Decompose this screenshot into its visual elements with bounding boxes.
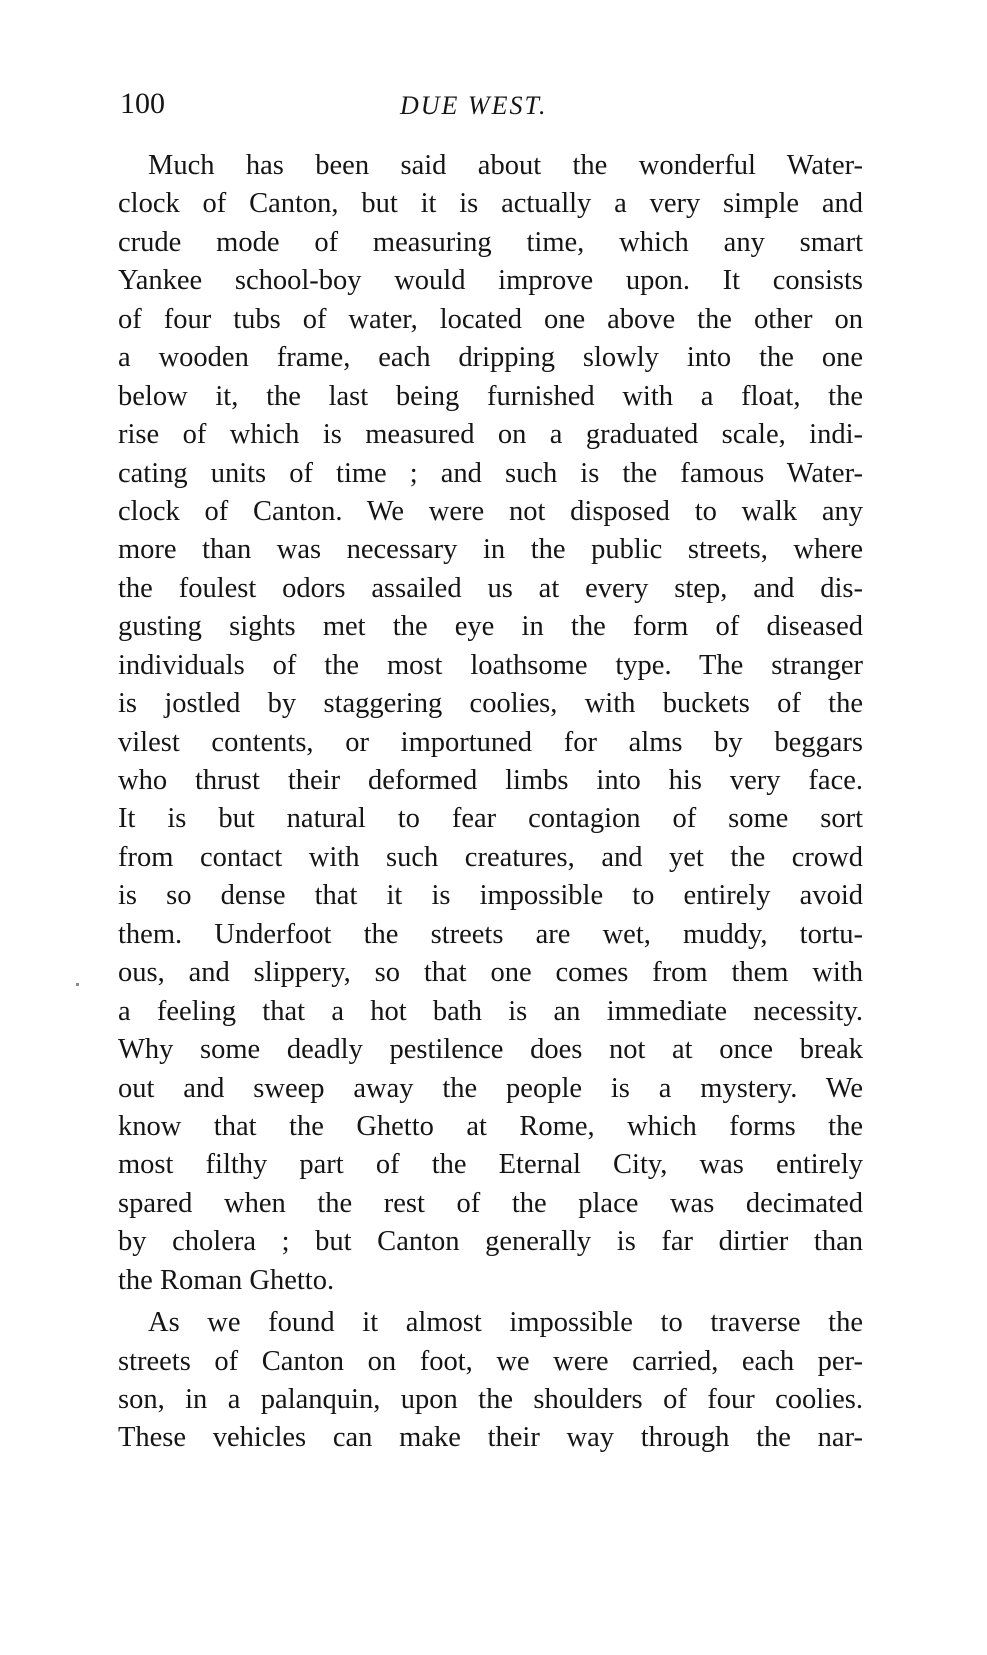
page-number: 100 bbox=[120, 87, 165, 120]
text-line: below it, the last being furnished with a float, the bbox=[118, 380, 863, 412]
text-line: the Roman Ghetto. bbox=[118, 1264, 335, 1296]
scan-speck bbox=[76, 983, 79, 986]
running-head: DUE WEST. bbox=[400, 91, 548, 120]
text-line: gusting sights met the eye in the form of diseased bbox=[118, 611, 863, 643]
text-line: clock of Canton, but it is actually a very simple and bbox=[118, 188, 863, 220]
text-line: Why some deadly pestilence does not at once break bbox=[118, 1034, 863, 1066]
text-line: them. Underfoot the streets are wet, muddy, tortu- bbox=[118, 918, 863, 950]
page-header bbox=[120, 84, 860, 124]
text-line: of four tubs of water, located one above the other on bbox=[118, 303, 863, 335]
text-line: crude mode of measuring time, which any smart bbox=[118, 226, 863, 258]
text-line: out and sweep away the people is a mystery. We bbox=[118, 1072, 863, 1104]
text-line: most filthy part of the Eternal City, was entirely bbox=[118, 1149, 863, 1181]
text-line: These vehicles can make their way through the nar- bbox=[118, 1422, 863, 1454]
text-line: It is but natural to fear contagion of some sort bbox=[118, 803, 863, 835]
text-line: clock of Canton. We were not disposed to walk any bbox=[118, 495, 863, 527]
text-line: know that the Ghetto at Rome, which forms the bbox=[118, 1110, 863, 1142]
paragraph-palanquin bbox=[118, 1304, 863, 1458]
text-line: As we found it almost impossible to traverse the bbox=[148, 1307, 863, 1339]
text-line: who thrust their deformed limbs into his very face. bbox=[118, 765, 863, 796]
text-line: streets of Canton on foot, we were carried, each per- bbox=[118, 1345, 863, 1377]
text-line: a feeling that a hot bath is an immediate necessity. bbox=[118, 995, 863, 1027]
paragraph-water-clock bbox=[118, 147, 863, 1300]
text-line: is jostled by staggering coolies, with buckets of the bbox=[118, 688, 863, 720]
text-line: by cholera ; but Canton generally is far dirtier than bbox=[118, 1226, 863, 1258]
text-line: is so dense that it is impossible to entirely avoid bbox=[118, 880, 863, 912]
text-line: rise of which is measured on a graduated scale, indi- bbox=[118, 419, 863, 451]
body-text bbox=[118, 147, 863, 1458]
text-line: individuals of the most loathsome type. The stranger bbox=[118, 649, 863, 681]
text-line: vilest contents, or importuned for alms by beggars bbox=[118, 726, 863, 758]
text-line: cating units of time ; and such is the famous Water- bbox=[118, 457, 863, 489]
text-line: son, in a palanquin, upon the shoulders of four coolies. bbox=[118, 1384, 863, 1415]
text-line: Much has been said about the wonderful Water- bbox=[148, 150, 863, 181]
text-line: Yankee school-boy would improve upon. It consists bbox=[118, 265, 863, 297]
text-line: spared when the rest of the place was decimated bbox=[118, 1187, 863, 1219]
text-line: from contact with such creatures, and yet the crowd bbox=[118, 841, 863, 873]
text-line: ous, and slippery, so that one comes from them with bbox=[118, 957, 863, 989]
text-line: the foulest odors assailed us at every step, and dis- bbox=[118, 572, 863, 604]
text-line: more than was necessary in the public streets, where bbox=[118, 534, 863, 566]
text-line: a wooden frame, each dripping slowly into the one bbox=[118, 342, 863, 374]
